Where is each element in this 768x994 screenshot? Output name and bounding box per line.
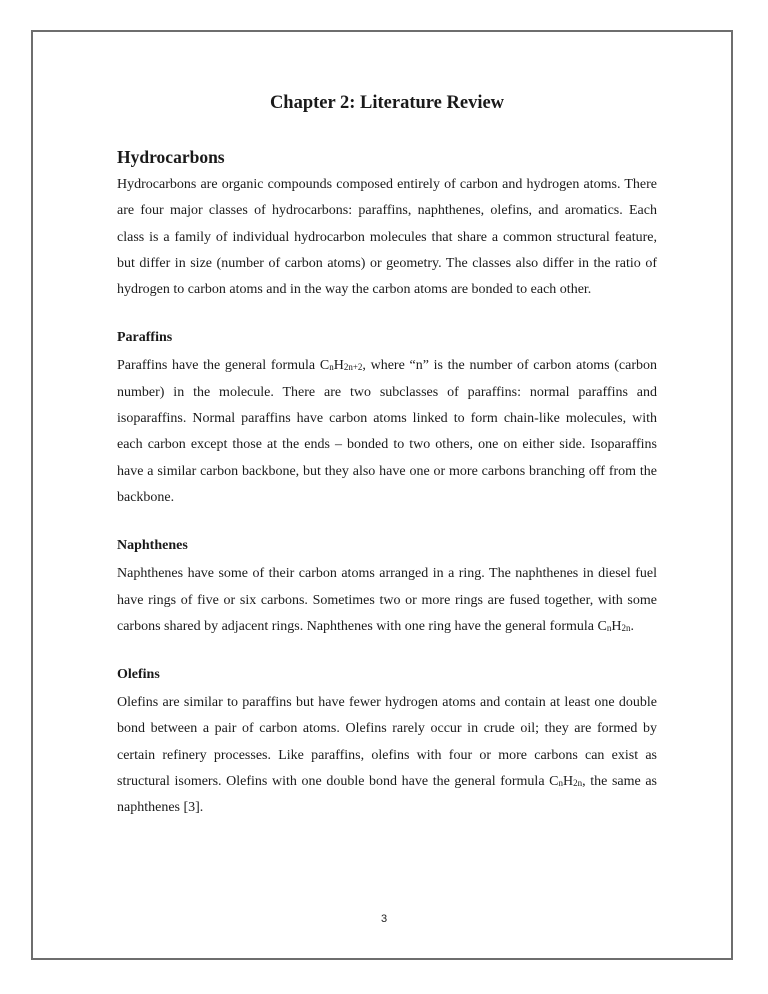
naphthenes-text-b: . — [630, 618, 634, 634]
naphthenes-heading: Naphthenes — [117, 538, 188, 554]
naphthenes-formula-h-sub: 2n — [621, 622, 631, 633]
naphthenes-formula-c: C — [597, 618, 607, 634]
page-number: 3 — [380, 913, 388, 925]
olefins-formula-h-sub: 2n — [573, 778, 583, 789]
paraffins-text-a: Paraffins have the general formula — [117, 358, 320, 374]
naphthenes-formula-c-sub: n — [606, 622, 612, 633]
paraffins-text-b: , where “n” is the number of carbon atoms (carbon number) in the molecule. There are two subclasses of paraffins: normal paraffins and isoparaffins. Normal paraffins have carbon atoms linked to form chain-like molecules, with each carbon except those at the ends – bonded to two others, one on either side. Isoparaffins have a similar carbon backbone, but they also have one or more carbons branching off from the backbone. — [117, 358, 657, 505]
hydrocarbons-heading: Hydrocarbons — [117, 147, 225, 167]
olefins-formula-c: C — [549, 774, 559, 790]
paraffins-formula-c-sub: n — [329, 362, 334, 373]
page-content — [117, 88, 657, 822]
naphthenes-formula-h: H — [611, 618, 622, 634]
olefins-formula-c-sub: n — [558, 778, 563, 789]
olefins-heading: Olefins — [117, 667, 160, 683]
paraffins-heading: Paraffins — [117, 330, 173, 346]
olefins-formula-h: H — [563, 774, 574, 790]
paraffins-formula-h-sub: 2n+2 — [343, 362, 363, 373]
paraffins-formula-c: C — [319, 358, 330, 374]
chapter-title: Chapter 2: Literature Review — [269, 93, 505, 113]
olefins-text-a: Olefins are similar to paraffins but have fewer hydrogen atoms and contain at least one double bond between a pair of carbon atoms. Olefins rarely occur in crude oil; they are formed by certain refinery processes. Like paraffins, olefins with four or more carbons can exist as structural isomers. Olefins with one double bond have the general formula — [117, 695, 657, 790]
olefins-paragraph — [117, 690, 657, 821]
naphthenes-paragraph — [117, 561, 657, 640]
hydrocarbons-paragraph: Hydrocarbons are organic compounds composed entirely of carbon and hydrogen atoms. There are four major classes of hydrocarbons: paraffins, naphthenes, olefins, and aromatics. Each class is a family of individual hydrocarbon molecules that share a common structural feature, but differ in size (number of carbon atoms) or geometry. The classes also differ in the ratio of hydrogen to carbon atoms and in the way the carbon atoms are bonded to each other. — [117, 177, 657, 298]
paraffins-paragraph — [117, 353, 657, 511]
naphthenes-text-a: Naphthenes have some of their carbon atoms arranged in a ring. The naphthenes in diesel fuel have rings of five or six carbons. Sometimes two or more rings are fused together, with some carbons shared by adjacent rings. Naphthenes with one ring have the general formula — [117, 566, 657, 634]
paraffins-formula-h: H — [333, 358, 344, 374]
olefins-text-b: , the same as naphthenes [3]. — [117, 774, 658, 816]
